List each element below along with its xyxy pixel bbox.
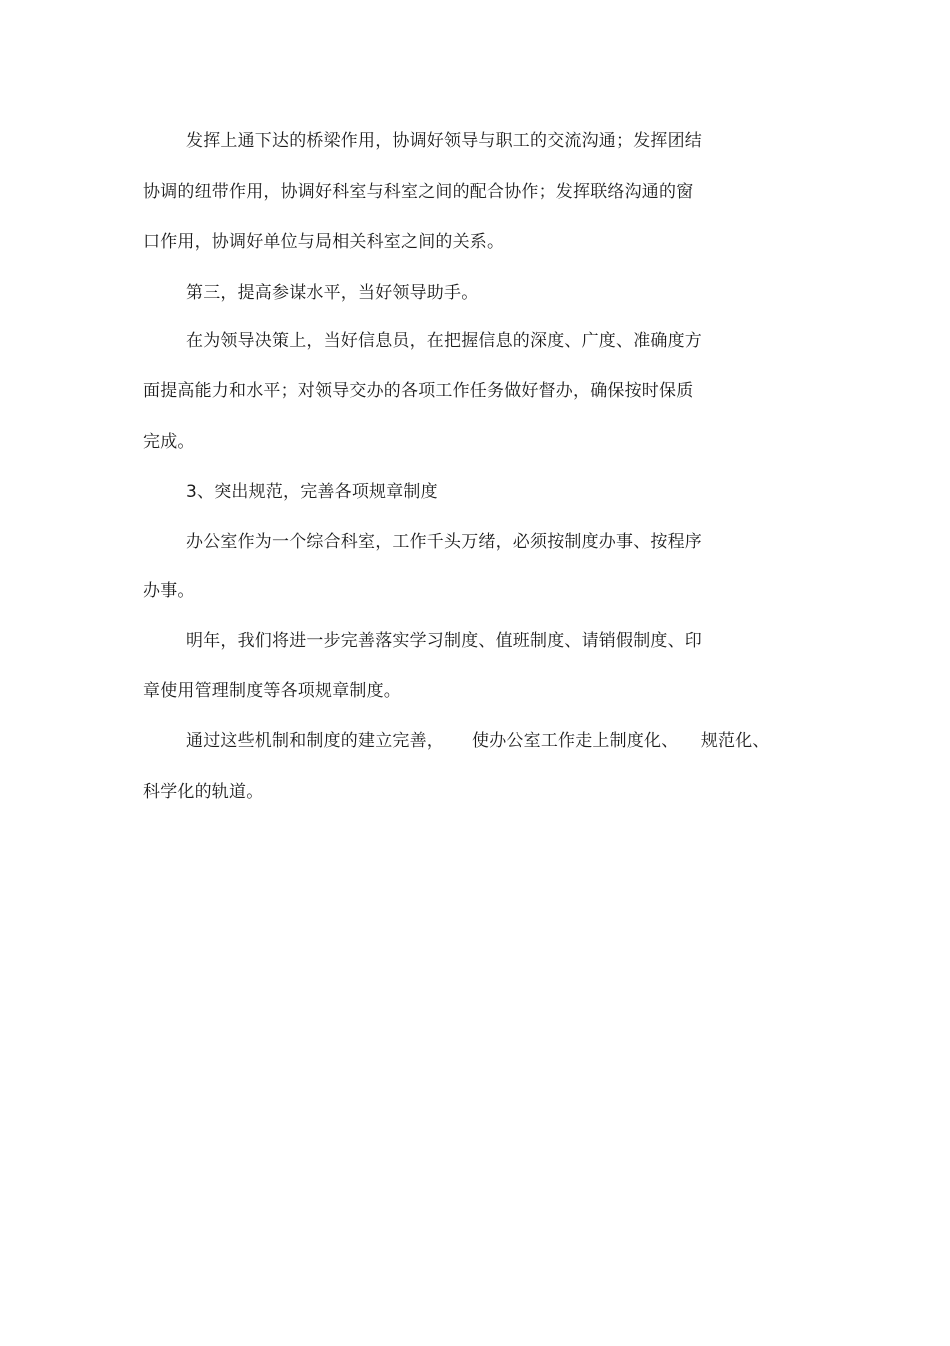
paragraph-line: 完成。 bbox=[143, 432, 195, 452]
paragraph-line: 明年，我们将进一步完善落实学习制度、值班制度、请销假制度、印 bbox=[186, 631, 702, 651]
paragraph-line: 口作用，协调好单位与局相关科室之间的关系。 bbox=[143, 232, 505, 252]
paragraph-line: 协调的纽带作用，协调好科室与科室之间的配合协作；发挥联络沟通的窗 bbox=[143, 182, 694, 202]
paragraph-line: 办事。 bbox=[143, 581, 195, 601]
paragraph-line: 办公室作为一个综合科室，工作千头万绪，必须按制度办事、按程序 bbox=[186, 532, 702, 552]
paragraph-line: 发挥上通下达的桥梁作用，协调好领导与职工的交流沟通；发挥团结 bbox=[186, 131, 702, 151]
section-heading: 第三，提高参谋水平，当好领导助手。 bbox=[186, 283, 479, 303]
paragraph-line: 章使用管理制度等各项规章制度。 bbox=[143, 681, 401, 701]
section-heading: 3、突出规范，完善各项规章制度 bbox=[186, 482, 438, 502]
paragraph-line: 面提高能力和水平；对领导交办的各项工作任务做好督办，确保按时保质 bbox=[143, 381, 694, 401]
paragraph-line: 通过这些机制和制度的建立完善， 使办公室工作走上制度化、 规范化、 bbox=[186, 731, 770, 751]
paragraph-line: 在为领导决策上，当好信息员，在把握信息的深度、广度、准确度方 bbox=[186, 331, 702, 351]
paragraph-line: 科学化的轨道。 bbox=[143, 782, 264, 802]
